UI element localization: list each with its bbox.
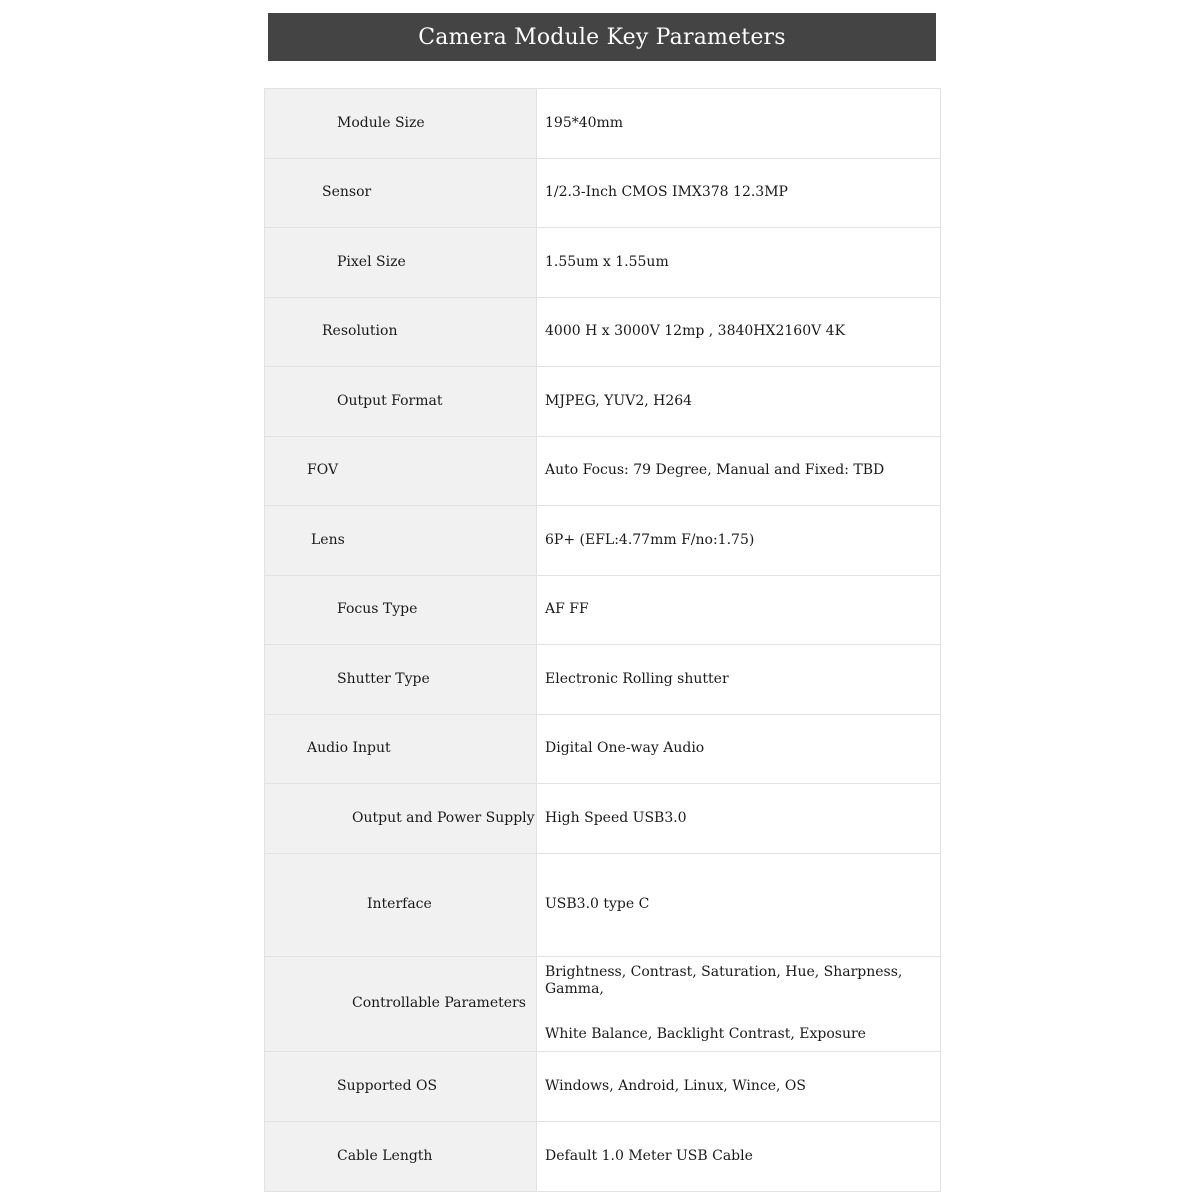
row-value-line: White Balance, Backlight Contrast, Exposure [545,1025,866,1042]
table-row [265,714,941,784]
row-label: Pixel Size [265,228,537,298]
row-value: 195*40mm [537,89,941,159]
table-row [265,645,941,715]
row-label: Supported OS [265,1051,537,1121]
row-value: MJPEG, YUV2, H264 [537,367,941,437]
parameters-table [264,88,941,1192]
row-label: Interface [265,853,537,956]
row-label: Audio Input [265,714,537,784]
table-row [265,228,941,298]
row-value: High Speed USB3.0 [537,784,941,854]
table-row [265,436,941,506]
row-value: 4000 H x 3000V 12mp , 3840HX2160V 4K [537,297,941,367]
table-row [265,853,941,956]
table-row [265,297,941,367]
page-title: Camera Module Key Parameters [268,13,936,61]
row-value: Electronic Rolling shutter [537,645,941,715]
row-label: Controllable Parameters [265,956,537,1051]
table-row [265,1051,941,1121]
row-value: 1.55um x 1.55um [537,228,941,298]
row-value: Default 1.0 Meter USB Cable [537,1121,941,1191]
row-label: Sensor [265,158,537,228]
row-value [537,956,941,1051]
table-row [265,367,941,437]
table-row [265,575,941,645]
table-row [265,158,941,228]
row-value: AF FF [537,575,941,645]
row-value: 1/2.3-Inch CMOS IMX378 12.3MP [537,158,941,228]
row-label: Focus Type [265,575,537,645]
row-value-line: Brightness, Contrast, Saturation, Hue, Sharpness, Gamma, [545,964,903,998]
row-label: Module Size [265,89,537,159]
row-value: Auto Focus: 79 Degree, Manual and Fixed: TBD [537,436,941,506]
table-row [265,1121,941,1191]
row-label: Resolution [265,297,537,367]
row-value: 6P+ (EFL:4.77mm F/no:1.75) [537,506,941,576]
row-label: Cable Length [265,1121,537,1191]
table-row [265,956,941,1051]
row-label: FOV [265,436,537,506]
row-label: Lens [265,506,537,576]
table-row [265,89,941,159]
row-value: USB3.0 type C [537,853,941,956]
row-label: Shutter Type [265,645,537,715]
table-row [265,506,941,576]
table-row [265,784,941,854]
row-value: Digital One-way Audio [537,714,941,784]
row-value: Windows, Android, Linux, Wince, OS [537,1051,941,1121]
row-label: Output and Power Supply [265,784,537,854]
row-label: Output Format [265,367,537,437]
